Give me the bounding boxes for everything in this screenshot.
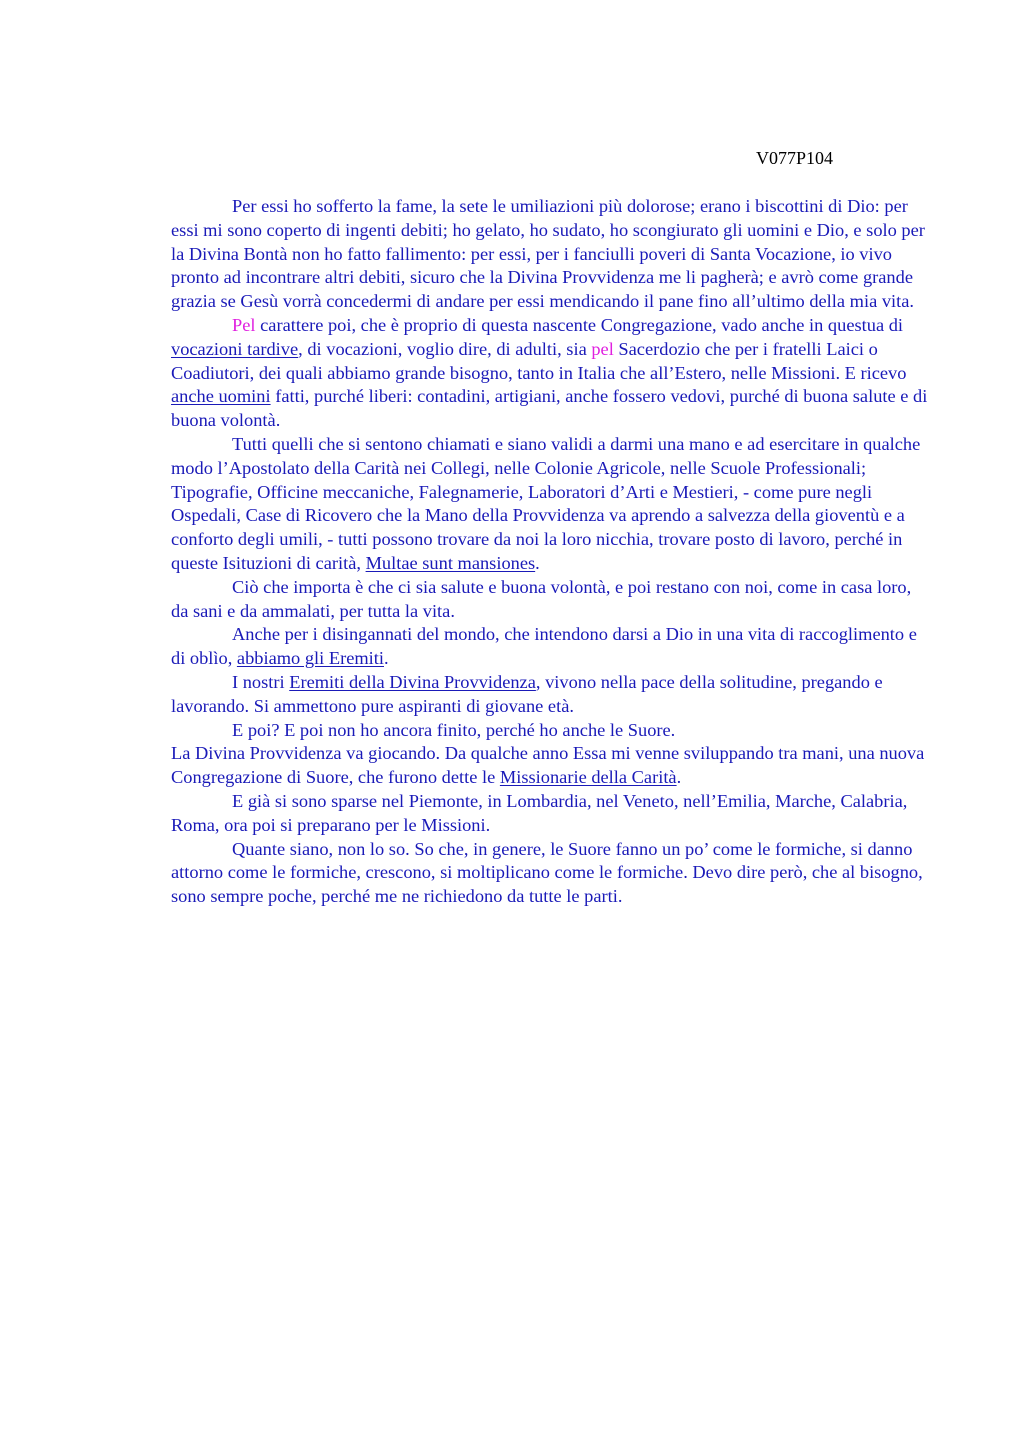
- page-identifier: V077P104: [756, 148, 834, 168]
- paragraph: [171, 742, 929, 790]
- text-run: , di vocazioni, voglio dire, di adulti, sia: [298, 338, 592, 359]
- highlighted-text: Pel: [232, 314, 256, 335]
- text-run: .: [676, 767, 682, 788]
- paragraph: [171, 195, 929, 314]
- underlined-text: vocazioni tardive: [171, 338, 299, 359]
- text-run: carattere poi, che è proprio di questa nascente Congregazione, vado anche in questua di: [255, 314, 904, 335]
- paragraph: [171, 314, 929, 433]
- text-run: Sacerdozio che per i fratelli Laici o Coadiutori, dei quali abbiamo grande bisogno, tanto in Italia che all’Estero, nelle Missioni. E ricevo: [171, 338, 907, 383]
- paragraph: [171, 790, 929, 838]
- text-run: .: [535, 552, 540, 573]
- underlined-text: abbiamo gli Eremiti: [236, 648, 384, 669]
- text-run: Anche per i disingannati del mondo, che intendono darsi a Dio in una vita di raccoglimento e di oblìo,: [171, 624, 917, 669]
- underlined-text: Missionarie della Carità: [499, 767, 677, 788]
- text-run: Per essi ho sofferto la fame, la sete le umiliazioni più dolorose; erano i biscottini di Dio: per essi mi sono coperto di ingenti debiti; ho gelato, ho sudato, ho scongiurato gli uomini e Dio, e solo per la Divina Bontà non ho fatto fallimento: per essi, per i fanciulli poveri di Santa Vocazione, io vivo pronto ad incontrare altri debiti, sicuro che la Divina Provvidenza me li pagherà; e avrò come grande grazia se Gesù vorrà concedermi di andare per essi mendicando il pane fino all’ultimo della mia vita.: [171, 196, 925, 312]
- text-run: La Divina Provvidenza va giocando. Da qualche anno Essa mi venne sviluppando tra mani, una nuova Congregazione di Suore, che furono dette le: [171, 743, 925, 788]
- paragraph: [171, 838, 929, 909]
- text-run: I nostri: [232, 671, 290, 692]
- paragraph: [171, 719, 929, 743]
- paragraph: [171, 433, 929, 576]
- underlined-text: Multae sunt mansiones: [365, 552, 536, 573]
- underlined-text: anche uomini: [171, 386, 271, 407]
- text-run: , vivono nella pace della solitudine, pregando e lavorando. Si ammettono pure aspiranti di giovane età.: [171, 671, 883, 716]
- text-run: fatti, purché liberi: contadini, artigiani, anche fossero vedovi, purché di buona salute e di buona volontà.: [171, 386, 928, 431]
- paragraph: [171, 623, 929, 671]
- text-run: Ciò che importa è che ci sia salute e buona volontà, e poi restano con noi, come in casa loro, da sani e da ammalati, per tutta la vita.: [171, 576, 912, 621]
- text-run: E già si sono sparse nel Piemonte, in Lombardia, nel Veneto, nell’Emilia, Marche, Calabria, Roma, ora poi si preparano per le Missioni.: [171, 790, 908, 835]
- paragraph: [171, 576, 929, 624]
- text-run: Tutti quelli che si sentono chiamati e siano validi a darmi una mano e ad esercitare in qualche modo l’Apostolato della Carità nei Collegi, nelle Colonie Agricole, nelle Scuole Professionali; Tipografie, Officine meccaniche, Falegnamerie, Laboratori d’Arti e Mestieri, - come pure negli Ospedali, Case di Ricovero che la Mano della Provvidenza va aprendo a salvezza della gioventù e a conforto degli umili, - tutti possono trovare da noi la loro nicchia, trovare posto di lavoro, perché in queste Isituzioni di carità,: [171, 433, 921, 573]
- text-run: .: [384, 648, 389, 669]
- paragraph: [171, 671, 929, 719]
- document-body: [171, 195, 929, 909]
- highlighted-text: pel: [591, 338, 614, 359]
- underlined-text: Eremiti della Divina Provvidenza: [289, 671, 536, 692]
- text-run: Quante siano, non lo so. So che, in genere, le Suore fanno un po’ come le formiche, si danno attorno come le formiche, crescono, si moltiplicano come le formiche. Devo dire però, che al bisogno, sono sempre poche, perché me ne richiedono da tutte le parti.: [171, 838, 923, 907]
- text-run: E poi? E poi non ho ancora finito, perché ho anche le Suore.: [232, 719, 676, 740]
